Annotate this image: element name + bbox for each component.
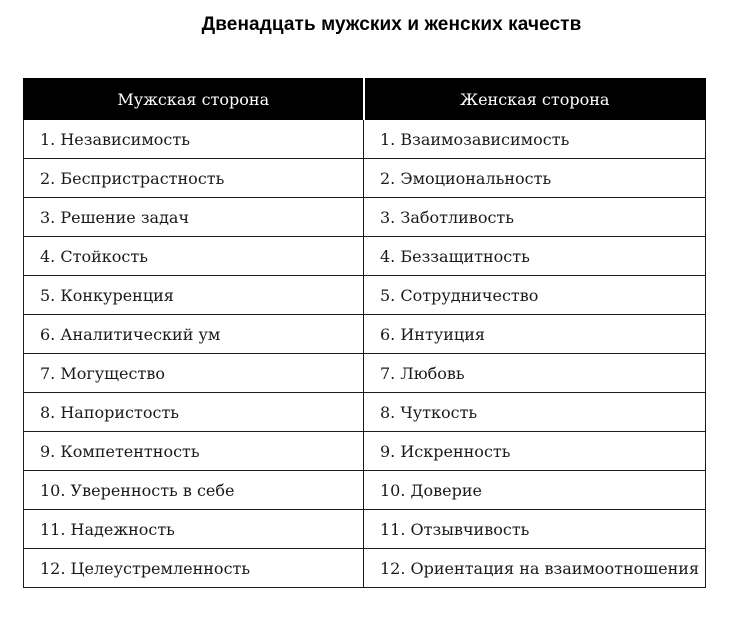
female-quality-cell: 9. Искренность bbox=[364, 432, 706, 471]
female-quality-cell: 11. Отзывчивость bbox=[364, 510, 706, 549]
table-row bbox=[24, 315, 706, 354]
table-row bbox=[24, 120, 706, 159]
table-row bbox=[24, 432, 706, 471]
female-quality-cell: 3. Заботливость bbox=[364, 198, 706, 237]
header-female-side: Женская сторона bbox=[364, 79, 706, 120]
header-male-side: Мужская сторона bbox=[24, 79, 364, 120]
male-quality-cell: 10. Уверенность в себе bbox=[24, 471, 364, 510]
header-row bbox=[24, 79, 706, 120]
qualities-table bbox=[23, 78, 706, 588]
table-row bbox=[24, 393, 706, 432]
page-title: Двенадцать мужских и женских качеств bbox=[201, 14, 582, 35]
female-quality-cell: 4. Беззащитность bbox=[364, 237, 706, 276]
male-quality-cell: 6. Аналитический ум bbox=[24, 315, 364, 354]
table-row bbox=[24, 198, 706, 237]
female-quality-cell: 2. Эмоциональность bbox=[364, 159, 706, 198]
female-quality-cell: 8. Чуткость bbox=[364, 393, 706, 432]
male-quality-cell: 12. Целеустремленность bbox=[24, 549, 364, 588]
table-body bbox=[24, 120, 706, 588]
table-row bbox=[24, 354, 706, 393]
table-row bbox=[24, 276, 706, 315]
male-quality-cell: 3. Решение задач bbox=[24, 198, 364, 237]
table-row bbox=[24, 510, 706, 549]
table-header bbox=[24, 79, 706, 120]
male-quality-cell: 1. Независимость bbox=[24, 120, 364, 159]
male-quality-cell: 8. Напористость bbox=[24, 393, 364, 432]
male-quality-cell: 5. Конкуренция bbox=[24, 276, 364, 315]
male-quality-cell: 2. Беспристрастность bbox=[24, 159, 364, 198]
female-quality-cell: 7. Любовь bbox=[364, 354, 706, 393]
male-quality-cell: 9. Компетентность bbox=[24, 432, 364, 471]
table-row bbox=[24, 237, 706, 276]
table-row bbox=[24, 159, 706, 198]
female-quality-cell: 12. Ориентация на взаимоотношения bbox=[364, 549, 706, 588]
female-quality-cell: 1. Взаимозависимость bbox=[364, 120, 706, 159]
table-row bbox=[24, 549, 706, 588]
male-quality-cell: 4. Стойкость bbox=[24, 237, 364, 276]
table-row bbox=[24, 471, 706, 510]
female-quality-cell: 5. Сотрудничество bbox=[364, 276, 706, 315]
female-quality-cell: 6. Интуиция bbox=[364, 315, 706, 354]
male-quality-cell: 11. Надежность bbox=[24, 510, 364, 549]
male-quality-cell: 7. Могущество bbox=[24, 354, 364, 393]
female-quality-cell: 10. Доверие bbox=[364, 471, 706, 510]
